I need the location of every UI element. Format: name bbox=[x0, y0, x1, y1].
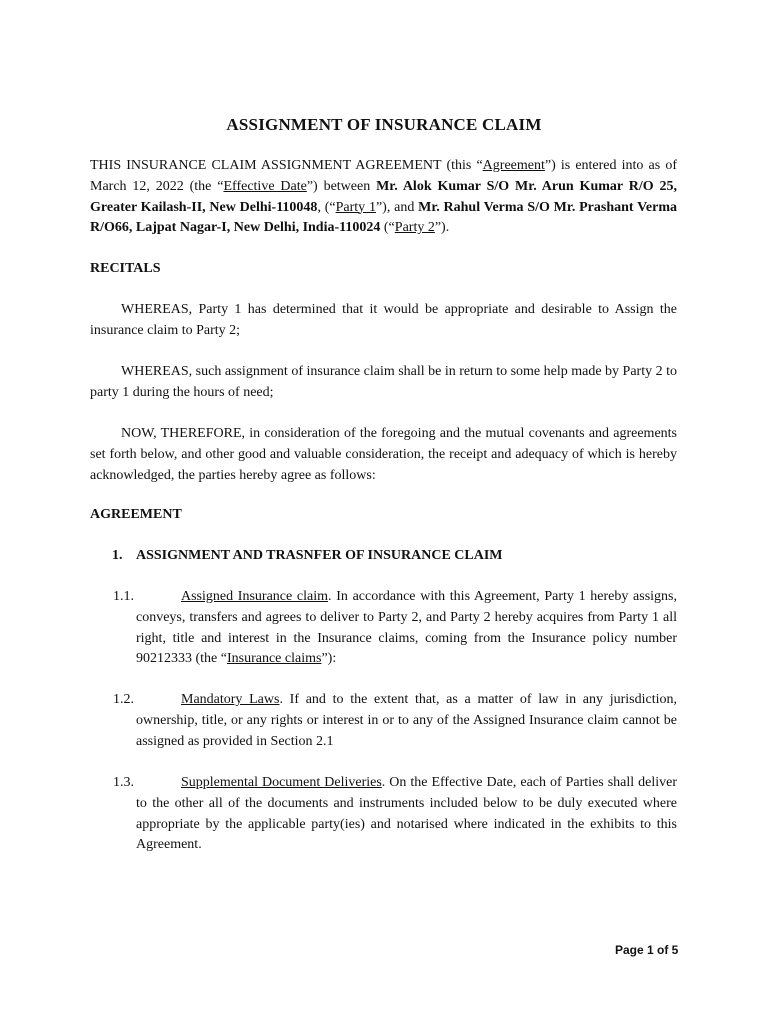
clause-tail: ”): bbox=[321, 651, 337, 667]
party2-name: Mr. Rahul Verma S/O Mr. Prashant Verma R/O66, Lajpat Nagar-I, New Delhi, India-110024 bbox=[90, 199, 677, 236]
recital-3: NOW, THEREFORE, in consideration of the foregoing and the mutual covenants and agreements set forth below, and other good and valuable consideration, the receipt and adequacy of which is hereby acknowledged, the parties hereby agree as follows: bbox=[90, 426, 677, 483]
intro-text: (“ bbox=[380, 220, 395, 236]
recital-1: WHEREAS, Party 1 has determined that it would be appropriate and desirable to Assign the insurance claim to Party 2; bbox=[90, 302, 677, 338]
clause-text: . In accordance with this Agreement, Party 1 hereby assigns, conveys, transfers and agrees to deliver to Party 2, and Party 2 hereby acquires from Party 1 all right, title and interest in the Insurance claims, coming from the Insurance policy number 90212333 (the “ bbox=[136, 589, 677, 667]
section-1-heading bbox=[112, 548, 503, 564]
clause-text: . If and to the extent that, as a matter of law in any jurisdiction, ownership, title, or any rights or interest in or to any of the Assigned Insurance claim cannot be assigned as provided in Section 2.1 bbox=[136, 692, 677, 749]
agreement-heading: AGREEMENT bbox=[90, 507, 182, 522]
insurance-claims-term: Insurance claims bbox=[226, 651, 322, 667]
agreement-term: Agreement bbox=[482, 158, 545, 173]
party1-name: Mr. Alok Kumar S/O Mr. Arun Kumar R/O 25, Greater Kailash-II, New Delhi-110048 bbox=[90, 178, 677, 215]
clause-heading: Assigned Insurance claim bbox=[181, 589, 329, 604]
page-number: Page 1 of 5 bbox=[615, 943, 679, 957]
recitals-heading: RECITALS bbox=[90, 261, 161, 276]
clause-1-3 bbox=[136, 773, 677, 856]
intro-paragraph bbox=[90, 156, 677, 239]
clause-1-1 bbox=[136, 587, 677, 670]
clause-heading: Supplemental Document Deliveries bbox=[181, 775, 382, 790]
party1-term: Party 1 bbox=[335, 199, 376, 215]
clause-number: 1.2. bbox=[113, 692, 134, 707]
section-number: 1. bbox=[112, 548, 123, 563]
effective-date-term: Effective Date bbox=[223, 178, 307, 194]
section-title: ASSIGNMENT AND TRASNFER OF INSURANCE CLAIM bbox=[136, 548, 503, 563]
document-title: ASSIGNMENT OF INSURANCE CLAIM bbox=[226, 115, 542, 134]
clause-1-2 bbox=[136, 690, 677, 752]
intro-text: , (“ bbox=[317, 199, 336, 215]
intro-text: THIS INSURANCE CLAIM ASSIGNMENT AGREEMENT (this “ bbox=[90, 158, 483, 173]
intro-text: ”) between bbox=[306, 178, 377, 194]
intro-text: ”) is entered into as of March 12, 2022 (the “ bbox=[90, 158, 677, 194]
clause-number: 1.1. bbox=[113, 589, 134, 604]
intro-text: ”). bbox=[434, 220, 450, 236]
clause-number: 1.3. bbox=[113, 775, 134, 790]
recital-2: WHEREAS, such assignment of insurance claim shall be in return to some help made by Party 2 to party 1 during the hours of need; bbox=[90, 364, 677, 400]
intro-text: ”), and bbox=[375, 199, 419, 215]
clause-text: . On the Effective Date, each of Parties shall deliver to the other all of the documents and instruments included below to be duly executed where appropriate by the applicable party(ies) and notarised where indicated in the exhibits to this Agreement. bbox=[136, 775, 677, 853]
clause-heading: Mandatory Laws bbox=[181, 692, 280, 707]
party2-term: Party 2 bbox=[394, 220, 435, 236]
